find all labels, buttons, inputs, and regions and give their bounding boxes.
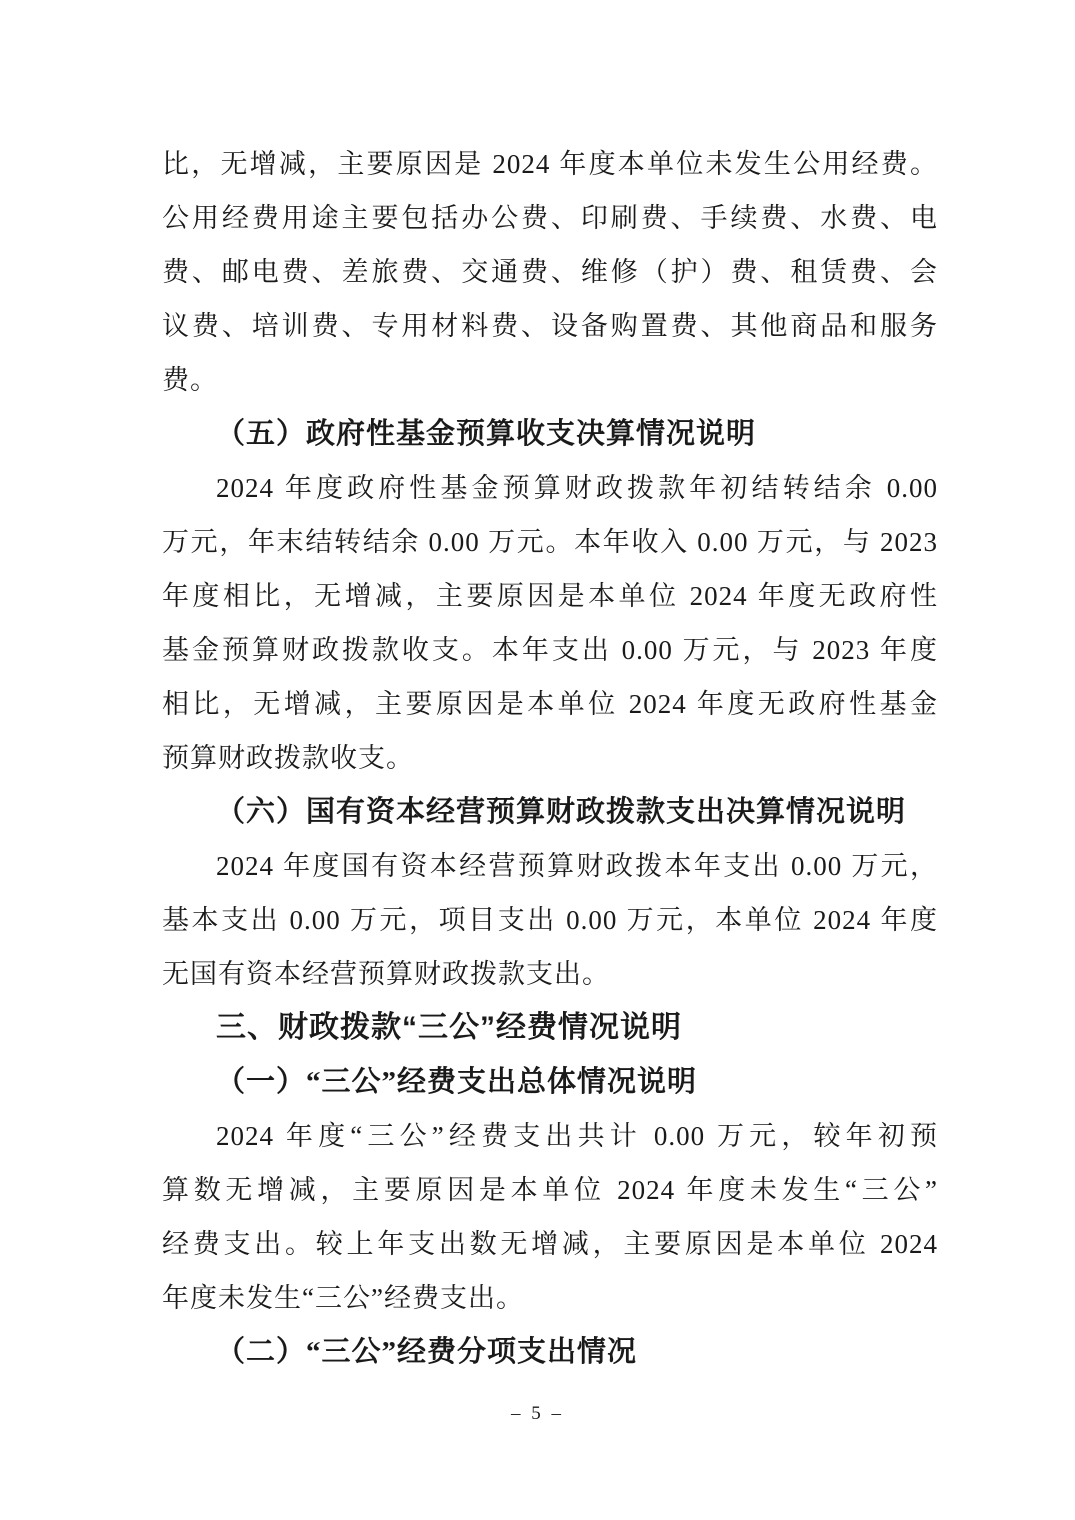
body-line: 2024 年度国有资本经营预算财政拨本年支出 0.00 万元， — [216, 851, 938, 881]
body-line: 2024 年度政府性基金预算财政拨款年初结转结余 0.00 — [216, 473, 938, 503]
page-number: – 5 – — [511, 1403, 564, 1424]
body-line: 无国有资本经营预算财政拨款支出。 — [162, 959, 610, 989]
body-line: 2024 年度“三公”经费支出共计 0.00 万元，较年初预 — [216, 1121, 938, 1151]
body-line: 年度未发生“三公”经费支出。 — [162, 1283, 524, 1313]
body-line: 万元，年末结转结余 0.00 万元。本年收入 0.00 万元，与 2023 — [162, 527, 938, 557]
body-line: 预算财政拨款收支。 — [162, 743, 414, 773]
body-line: 费、邮电费、差旅费、交通费、维修（护）费、租赁费、会 — [162, 257, 938, 287]
heading-sangong-overall: （一）“三公”经费支出总体情况说明 — [216, 1066, 698, 1098]
body-line: 基金预算财政拨款收支。本年支出 0.00 万元，与 2023 年度 — [162, 635, 938, 665]
body-line: 议费、培训费、专用材料费、设备购置费、其他商品和服务 — [162, 311, 938, 341]
body-line: 公用经费用途主要包括办公费、印刷费、手续费、水费、电 — [162, 203, 938, 233]
heading-gov-fund-budget: （五）政府性基金预算收支决算情况说明 — [216, 418, 757, 450]
body-line: 费。 — [162, 365, 218, 395]
body-line: 经费支出。较上年支出数无增减，主要原因是本单位 2024 — [162, 1229, 938, 1259]
body-line: 算数无增减，主要原因是本单位 2024 年度未发生“三公” — [162, 1175, 938, 1205]
body-line: 年度相比，无增减，主要原因是本单位 2024 年度无政府性 — [162, 581, 938, 611]
heading-state-capital: （六）国有资本经营预算财政拨款支出决算情况说明 — [216, 796, 907, 828]
body-line: 相比，无增减，主要原因是本单位 2024 年度无政府性基金 — [162, 689, 938, 719]
body-line: 基本支出 0.00 万元，项目支出 0.00 万元，本单位 2024 年度 — [162, 905, 938, 935]
body-line: 比，无增减，主要原因是 2024 年度本单位未发生公用经费。 — [162, 149, 938, 179]
heading-sangong-main: 三、财政拨款“三公”经费情况说明 — [216, 1011, 682, 1044]
heading-sangong-itemized: （二）“三公”经费分项支出情况 — [216, 1336, 638, 1368]
text-block — [162, 137, 938, 1379]
